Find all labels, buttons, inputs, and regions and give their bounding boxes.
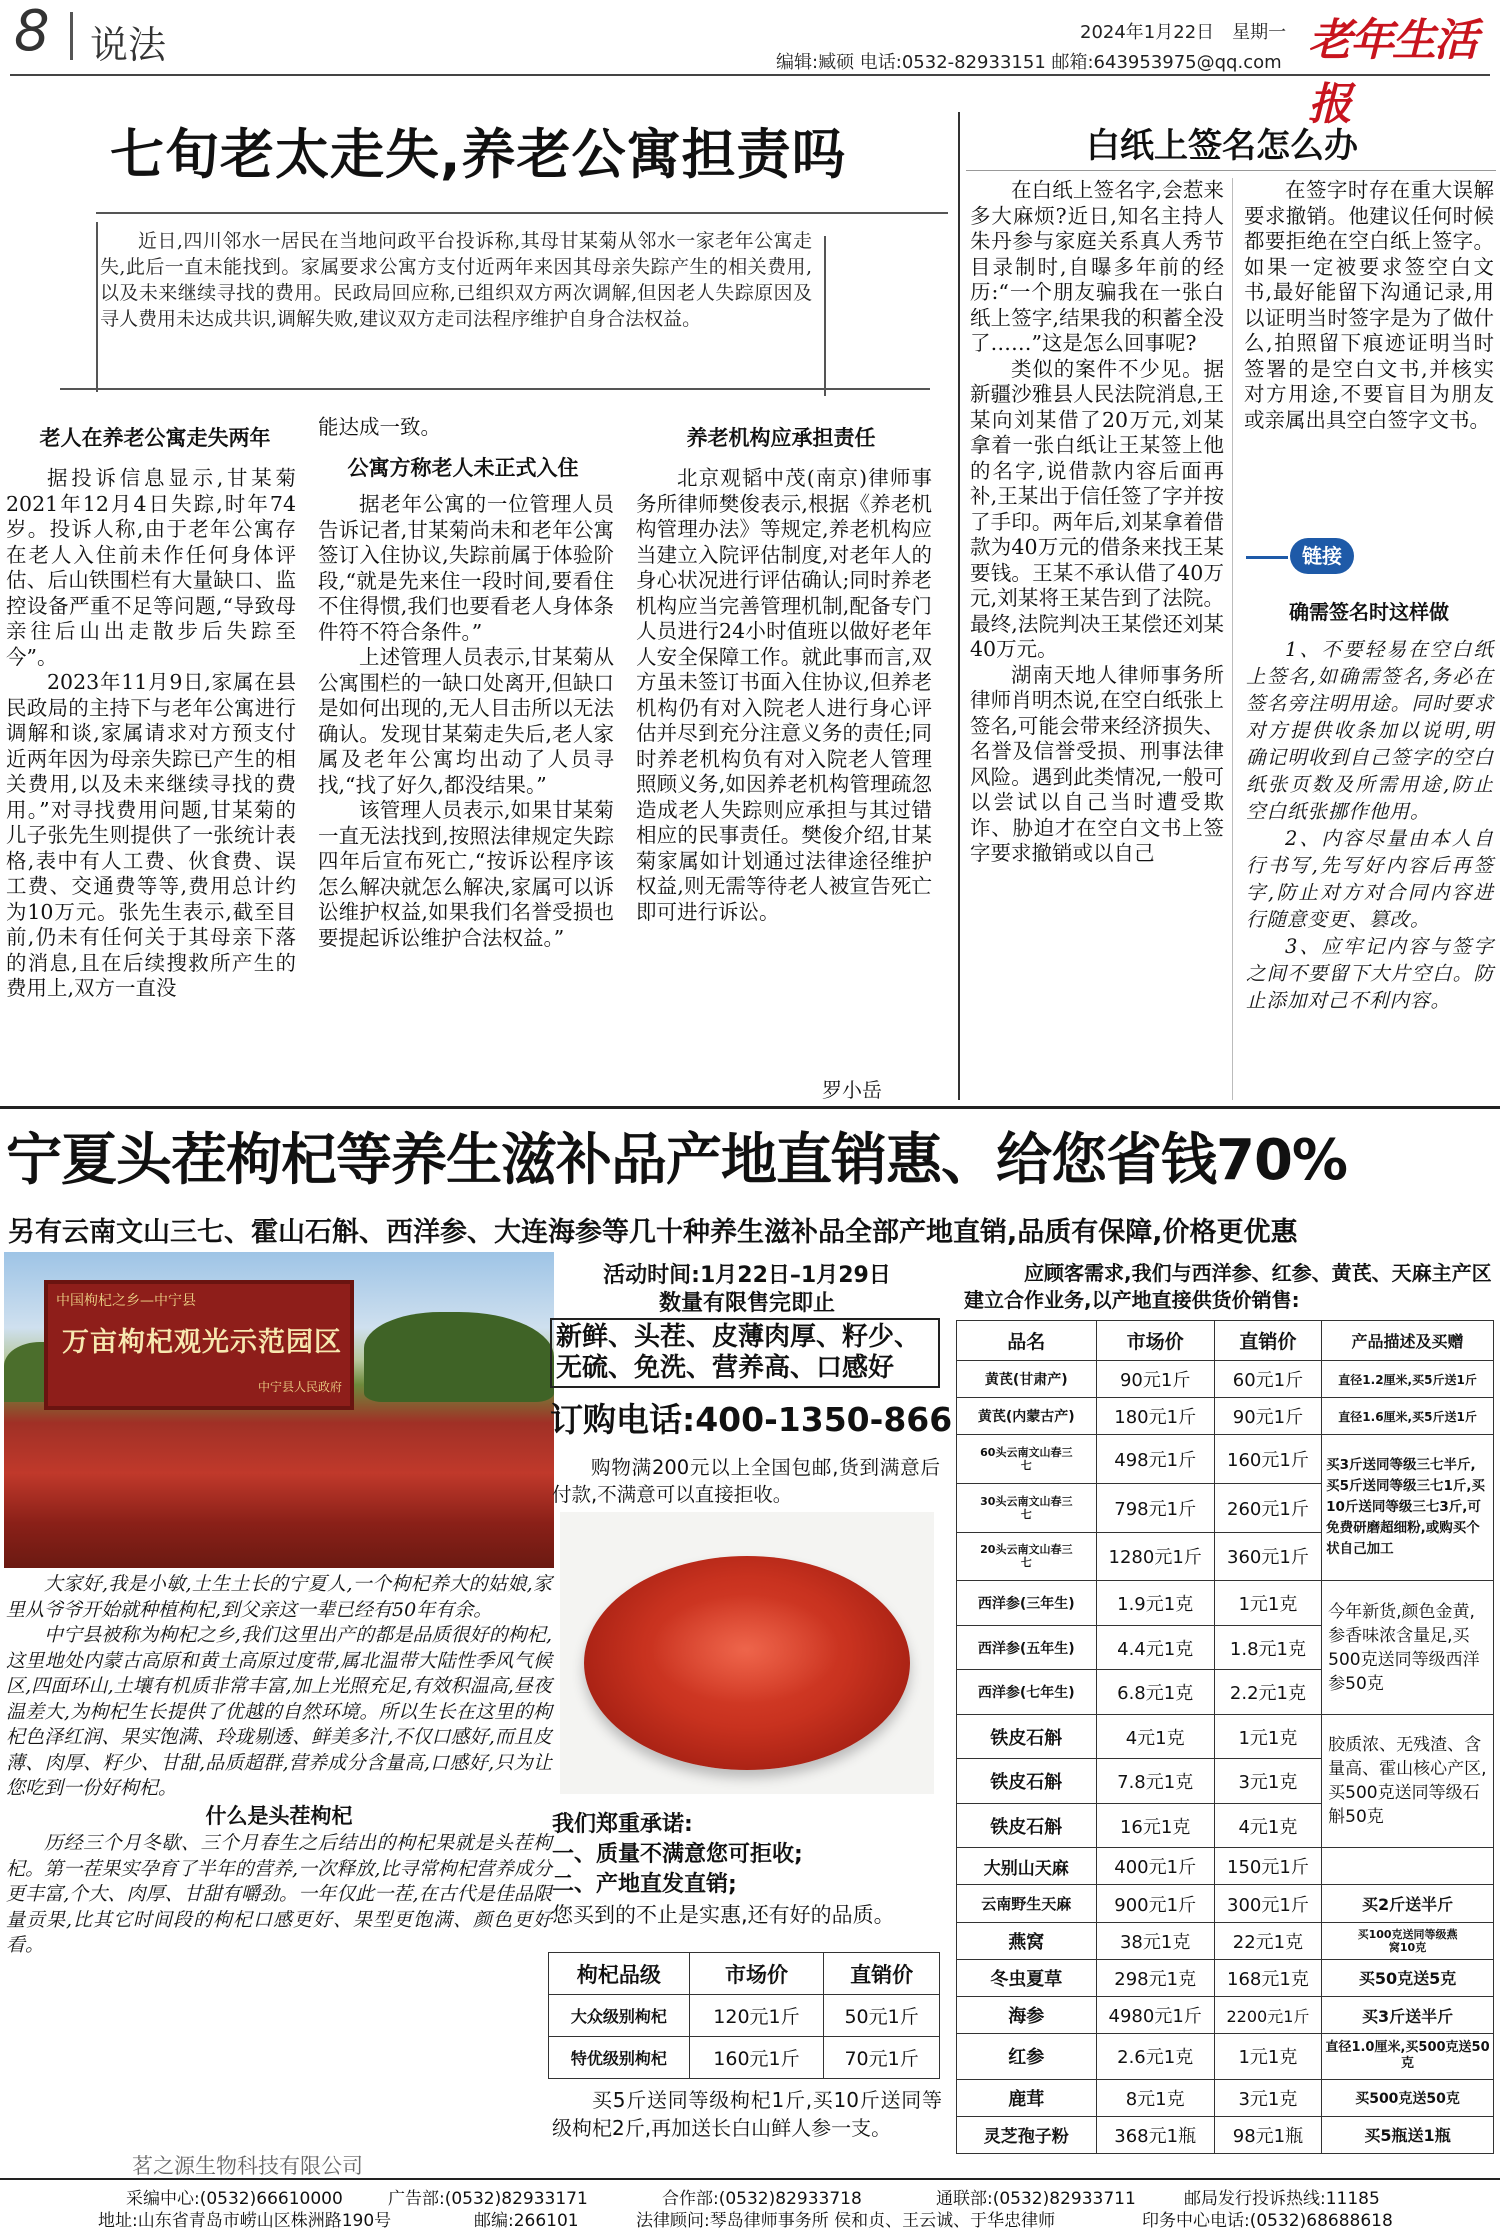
promise-title: 我们郑重承诺:: [552, 1812, 693, 1837]
story-para-3: 历经三个月冬歇、三个月春生之后结出的枸杞果就是头茬枸杞。第一茬果实孕育了半年的营养,一次释放,比寻常枸杞营养成分更丰富,个大、肉厚、甘甜有嚼劲。一年仅此一茬,在古代是佳品限量贡果,比其它时间段的枸杞口感更好、果型更饱满、颜色更好看。: [6, 1832, 552, 1956]
market-price: 2.6元1克: [1096, 2034, 1214, 2079]
product-note-xiyangshen: 今年新货,颜色金黄,参香味浓含量足,买500克送同等级西洋参50克: [1322, 1581, 1494, 1715]
masthead-logo: 老年生活报: [1308, 15, 1476, 130]
footer-coop-phone: 合作部:(0532)82933718: [662, 2189, 862, 2209]
side-para-2: 类似的案件不少见。据新疆沙雅县人民法院消息,王某向刘某借了20万元,刘某拿着一张白纸让王某签上他的名字,说借款内容后面再补,王某出于信任签了字并按了手印。两年后,刘某拿着借款为40万元的借条来找王某要钱。王某不承认借了40万元,刘某将王某告到了法院。最终,法院判决王某偿还刘某40万元。: [970, 356, 1224, 661]
direct-price: 150元1斤: [1214, 1848, 1321, 1885]
direct-price: 60元1斤: [1214, 1361, 1321, 1398]
product-name: 西洋参(五年生): [957, 1625, 1097, 1670]
direct-price: 300元1斤: [1214, 1885, 1321, 1922]
direct-price: 90元1斤: [1214, 1398, 1321, 1435]
market-price: 4.4元1克: [1096, 1625, 1214, 1670]
direct-price: 3元1克: [1214, 2079, 1321, 2116]
market-price: 298元1克: [1096, 1959, 1214, 1996]
issue-date: 2024年1月22日 星期一: [1080, 22, 1287, 43]
story-para-1: 大家好,我是小敏,土生土长的宁夏人,一个枸杞养大的姑娘,家里从爷爷开始就种植枸杞,到父亲这一辈已经有50年有余。: [6, 1573, 552, 1621]
product-note: 买500克送50克: [1322, 2079, 1494, 2116]
col2-para-1: 据老年公寓的一位管理人员告诉记者,甘某菊尚未和老年公寓签订入住协议,失踪前属于体验阶段,“就是先来住一段时间,要看住不住得惯,我们也要看老人身体条件符不符合条件。”: [318, 492, 614, 644]
col2-body: [318, 492, 614, 951]
side-para-4: 在签字时存在重大误解要求撤销。他建议任何时候都要拒绝在空白纸上签字。如果一定被要求签空白文书,最好能留下沟通记录,用以证明当时签字是为了做什么,拍照留下痕迹证明当时签署的是空白文书,并核实对方用途,不要盲目为朋友或亲属出具空白签字文书。: [1244, 178, 1494, 432]
ad-headline: 宁夏头茬枸杞等养生滋补品产地直销惠、给您省钱70%: [6, 1128, 1348, 1193]
product-name: 海参: [957, 1996, 1097, 2033]
product-name: 大别山天麻: [957, 1848, 1097, 1885]
col1-body: [6, 466, 296, 1002]
direct-price: 98元1瓶: [1214, 2116, 1321, 2153]
link-badge: 链接: [1290, 538, 1354, 574]
market-price: 8元1克: [1096, 2079, 1214, 2116]
product-note: 买100克送同等级燕窝10克: [1322, 1922, 1494, 1959]
col3-para-1: 北京观韬中茂(南京)律师事务所律师樊俊表示,根据《养老机构管理办法》等规定,养老机构应当建立入院评估制度,对老年人的身心状况进行评估确认;同时养老机构应当完善管理机制,配备专门人员进行24小时值班以做好老年人安全保障工作。就此事而言,双方虽未签订书面入住协议,但养老机构仍有对入院老人进行身心评估并尽到充分注意义务的责任;同时养老机构负有对入院老人管理照顾义务,如因养老机构管理疏忽造成老人失踪则应承担与其过错相应的民事责任。樊俊介绍,甘某菊家属如计划通过法律途径维护权益,则无需等待老人被宣告死亡即可进行诉讼。: [636, 466, 932, 924]
company-name: 茗之源生物科技有限公司: [132, 2154, 363, 2178]
page-number: 8: [14, 0, 50, 64]
promise-3: 您买到的不止是实惠,还有好的品质。: [552, 1903, 895, 1927]
promise-block: [552, 1810, 942, 1930]
promise-1: 一、质量不满意您可拒收;: [552, 1842, 803, 1867]
direct-price: 360元1斤: [1214, 1532, 1321, 1581]
side-para-1: 在白纸上签名字,会惹来多大麻烦?近日,知名主持人朱丹参与家庭关系真人秀节目录制时,自曝多年前的经历:“一个朋友骗我在一张白纸上签字,结果我的积蓄全没了……”这是怎么回事呢?: [970, 178, 1224, 355]
price-row: [957, 2116, 1494, 2153]
side-divider: [958, 112, 960, 1100]
col2-para-2: 上述管理人员表示,甘某菊从公寓围栏的一缺口处离开,但缺口是如何出现的,无人目击所以无法确认。发现甘某菊走失后,老人家属及老年公寓均出动了人员寻找,“找了好久,都没结果。”: [318, 645, 614, 797]
signboard-top-text: 中国枸杞之乡—中宁县: [56, 1293, 196, 1309]
product-name: 灵芝孢子粉: [957, 2116, 1097, 2153]
product-note: 直径1.0厘米,买500克送50克: [1322, 2034, 1494, 2079]
direct-price: 2200元1斤: [1214, 1996, 1321, 2033]
product-note: 直径1.2厘米,买5斤送1斤: [1322, 1361, 1494, 1398]
link-badge-line: [1246, 556, 1288, 559]
shipping-note: 购物满200元以上全国包邮,货到满意后付款,不满意可以直接拒收。: [552, 1456, 940, 1506]
gift-note: 买5斤送同等级枸杞1斤,买10斤送同等级枸杞2斤,再加送长白山鲜人参一支。: [552, 2088, 942, 2140]
product-name: 鹿茸: [957, 2079, 1097, 2116]
activity-time: 活动时间:1月22日–1月29日: [603, 1263, 891, 1288]
side-col-divider: [1232, 178, 1233, 1100]
market-price: 900元1斤: [1096, 1885, 1214, 1922]
footer-complaint-hotline: 邮局发行投诉热线:11185: [1184, 2189, 1380, 2209]
tip-2: 2、内容尽量由本人自行书写,先写好内容后再签字,防止对方对合同内容进行随意变更、篡改。: [1246, 827, 1494, 931]
direct-price: 1元1克: [1214, 1581, 1321, 1626]
direct-price: 1元1克: [1214, 2034, 1321, 2079]
product-name: 黄芪(内蒙古产): [957, 1398, 1097, 1435]
goji-direct-price: 50元1斤: [824, 1995, 940, 2037]
market-price: 180元1斤: [1096, 1398, 1214, 1435]
col3-subhead: 养老机构应承担责任: [686, 426, 876, 450]
lead-frame-line-right: [824, 236, 826, 396]
market-price: 6.8元1克: [1096, 1670, 1214, 1715]
col1-subhead: 老人在养老公寓走失两年: [39, 426, 271, 450]
market-price: 16元1克: [1096, 1803, 1214, 1848]
goji-bowl-photo: [560, 1512, 934, 1794]
market-price: 498元1斤: [1096, 1435, 1214, 1484]
market-price: 90元1斤: [1096, 1361, 1214, 1398]
market-price: 798元1斤: [1096, 1483, 1214, 1532]
ad-story: [6, 1572, 552, 1959]
product-name: 60头云南文山春三七: [957, 1435, 1097, 1484]
direct-price: 1元1克: [1214, 1714, 1321, 1759]
col2-subhead: 公寓方称老人未正式入住: [347, 456, 579, 480]
product-name: 冬虫夏草: [957, 1959, 1097, 1996]
article-lead: 近日,四川邻水一居民在当地问政平台投诉称,其母甘某菊从邻水一家老年公寓走失,此后一直未能找到。家属要求公寓方支付近两年来因其母亲失踪产生的相关费用,以及未来继续寻找的费用。民政局回应称,已组织双方两次调解,但因老人失踪原因及寻人费用未达成共识,调解失败,建议双方走司法程序维护自身合法权益。: [100, 230, 812, 330]
market-price: 4980元1斤: [1096, 1996, 1214, 2033]
price-row: [957, 2079, 1494, 2116]
goji-table-row: [549, 2037, 940, 2079]
product-note: 买3斤送半斤: [1322, 1996, 1494, 2033]
price-table-header: [957, 1321, 1494, 1361]
product-name: 20头云南文山春三七: [957, 1532, 1097, 1581]
side-headline-rule: [966, 170, 1496, 171]
product-note: 买50克送5克: [1322, 1959, 1494, 1996]
col2-para-3: 该管理人员表示,如果甘某菊一直无法找到,按照法律规定失踪四年后宣布死亡,“按诉讼程序该怎么解决就怎么解决,家属可以诉讼维护权益,如果我们名誉受损也要提起诉讼维护合法权益。”: [318, 798, 614, 950]
story-subhead: 什么是头茬枸杞: [205, 1803, 353, 1828]
tip-1: 1、不要轻易在空白纸上签名,如确需签名,务必在签名旁注明用途。同时要求对方提供收条加以说明,明确记明收到自己签字的空白纸张页数及所需用途,防止空白纸张挪作他用。: [1246, 638, 1494, 823]
footer-address: 地址:山东省青岛市崂山区株洲路190号: [98, 2211, 392, 2230]
section-title: 说法: [90, 23, 167, 67]
product-name: 西洋参(三年生): [957, 1581, 1097, 1626]
price-header-cell: 市场价: [1096, 1321, 1214, 1361]
story-para-2: 中宁县被称为枸杞之乡,我们这里出产的都是品质很好的枸杞,这里地处内蒙古高原和黄土高原过度带,属北温带大陆性季风气候区,四面环山,土壤有机质非常丰富,加上光照充足,有效积温高,昼夜温差大,为枸杞生长提供了优越的自然环境。所以生长在这里的枸杞色泽红润、果实饱满、玲珑剔透、鲜美多汁,不仅口感好,而且皮薄、肉厚、籽少、甘甜,品质超群,营养成分含量高,口感好,只为让您吃到一份好枸杞。: [6, 1624, 552, 1799]
goji-table-header: [549, 1953, 940, 1995]
col2-continuation: 能达成一致。: [318, 415, 441, 439]
col1-para-1: 据投诉信息显示,甘某菊2021年12月4日失踪,时年74岁。投诉人称,由于老年公寓存在老人入住前未作任何身体评估、后山铁围栏有大量缺口、监控设备严重不足等问题,“导致母亲往后山出走散步后失踪至今”。: [6, 466, 296, 669]
price-row: [957, 1398, 1494, 1435]
market-price: 38元1克: [1096, 1922, 1214, 1959]
market-price: 4元1克: [1096, 1714, 1214, 1759]
goji-farm-photo: [4, 1252, 554, 1568]
price-row: [957, 1885, 1494, 1922]
product-name: 铁皮石斛: [957, 1714, 1097, 1759]
editor-line: 编辑:臧硕 电话:0532-82933151 邮箱:643953975@qq.com: [776, 52, 1282, 73]
goji-market-price: 120元1斤: [689, 1995, 823, 2037]
price-header-cell: 产品描述及买赠: [1322, 1321, 1494, 1361]
side-col-a: [970, 178, 1224, 867]
side-col-b: [1244, 178, 1494, 433]
goji-table-row: [549, 1995, 940, 2037]
product-name: 铁皮石斛: [957, 1759, 1097, 1804]
product-note: 买5瓶送1瓶: [1322, 2116, 1494, 2153]
col1-para-2: 2023年11月9日,家属在县民政局的主持下与老年公寓进行调解和谈,家属请求对方预支付近两年因为母亲失踪已产生的相关费用,以及未来继续寻找的费用。”对寻找费用问题,甘某菊的儿子张先生则提供了一张统计表格,表中有人工费、伙食费、误工费、交通费等等,费用总计约为10万元。张先生表示,截至目前,仍未有任何关于其母亲下落的消息,且在后续搜救所产生的费用上,双方一直没: [6, 670, 296, 1000]
product-note: 买2斤送半斤: [1322, 1885, 1494, 1922]
market-price: 1.9元1克: [1096, 1581, 1214, 1626]
product-note-shihu: 胶质浓、无残渣、含量高、霍山核心产区,买500克送同等级石斛50克: [1322, 1714, 1494, 1848]
footer-liaison-phone: 通联部:(0532)82933711: [936, 2189, 1136, 2209]
price-row: [957, 1581, 1494, 1626]
goji-market-price: 160元1斤: [689, 2037, 823, 2079]
product-note-sanqi: 买3斤送同等级三七半斤,买5斤送同等级三七1斤,买10斤送同等级三七3斤,可免费研磨超细粉,或购买个状自己加工: [1322, 1435, 1494, 1581]
footer-line-2: [98, 2206, 1496, 2230]
goji-price-table: [548, 1952, 940, 2079]
lead-frame-line-top: [96, 212, 948, 214]
photo-tree: [364, 1312, 554, 1402]
product-note: 直径1.6厘米,买5斤送1斤: [1322, 1398, 1494, 1435]
tips-subhead: 确需签名时这样做: [1289, 600, 1449, 624]
price-row: [957, 1361, 1494, 1398]
footer-editorial-phone: 采编中心:(0532)66610000: [126, 2189, 343, 2209]
direct-price: 260元1斤: [1214, 1483, 1321, 1532]
direct-price: 22元1克: [1214, 1922, 1321, 1959]
cooperation-note: 应顾客需求,我们与西洋参、红参、黄芪、天麻主产区建立合作业务,以产地直接供货价销售:: [964, 1261, 1492, 1312]
ad-subhead: 另有云南文山三七、霍山石斛、西洋参、大连海参等几十种养生滋补品全部产地直销,品质有保障,价格更优惠: [8, 1217, 1298, 1248]
lead-frame-line-bottom: [60, 388, 930, 390]
price-row: [957, 1922, 1494, 1959]
price-row: [957, 1435, 1494, 1484]
product-name: 铁皮石斛: [957, 1803, 1097, 1848]
price-header-cell: 直销价: [1214, 1321, 1321, 1361]
direct-price: 160元1斤: [1214, 1435, 1321, 1484]
direct-price: 1.8元1克: [1214, 1625, 1321, 1670]
price-row: [957, 2034, 1494, 2079]
promise-2: 二、产地直发直销;: [552, 1872, 737, 1897]
footer-postcode: 邮编:266101: [474, 2211, 579, 2230]
price-row: [957, 1848, 1494, 1885]
direct-price: 168元1克: [1214, 1959, 1321, 1996]
product-price-table: [956, 1320, 1494, 2154]
goji-header-cell: 直销价: [824, 1953, 940, 1995]
market-price: 7.8元1克: [1096, 1759, 1214, 1804]
article-headline: 七旬老太走失,养老公寓担责吗: [110, 123, 847, 186]
market-price: 400元1斤: [1096, 1848, 1214, 1885]
signboard-bottom-text: 中宁县人民政府: [257, 1380, 342, 1394]
price-row: [957, 1959, 1494, 1996]
product-name: 云南野生天麻: [957, 1885, 1097, 1922]
product-name: 红参: [957, 2034, 1097, 2079]
product-name: 西洋参(七年生): [957, 1670, 1097, 1715]
goji-grade: 大众级别枸杞: [549, 1995, 690, 2037]
product-note: [1322, 1848, 1494, 1885]
lead-frame-line-left: [96, 222, 98, 392]
col3-body: [636, 466, 932, 925]
signboard-title: 万亩枸杞观光示范园区: [62, 1327, 342, 1358]
footer-print-center: 印务中心电话:(0532)68688618: [1142, 2211, 1393, 2230]
footer-ad-phone: 广告部:(0532)82933171: [388, 2189, 588, 2209]
price-row: [957, 1996, 1494, 2033]
side-headline: 白纸上签名怎么办: [1086, 126, 1358, 166]
article-author: 罗小岳: [822, 1078, 882, 1102]
header-divider-vertical: [70, 12, 73, 60]
tip-3: 3、应牢记内容与签字之间不要留下大片空白。防止添加对己不利内容。: [1246, 935, 1494, 1012]
market-price: 1280元1斤: [1096, 1532, 1214, 1581]
bowl-highlight: [650, 1594, 840, 1704]
price-header-cell: 品名: [957, 1321, 1097, 1361]
goji-grade: 特优级别枸杞: [549, 2037, 690, 2079]
tips-list: [1246, 636, 1494, 1014]
direct-price: 3元1克: [1214, 1759, 1321, 1804]
price-row: [957, 1714, 1494, 1759]
market-price: 368元1瓶: [1096, 2116, 1214, 2153]
footer-rule: [0, 2178, 1500, 2180]
direct-price: 2.2元1克: [1214, 1670, 1321, 1715]
side-para-3: 湖南天地人律师事务所律师肖明杰说,在空白纸张上签名,可能会带来经济损失、名誉及信誉受损、刑事法律风险。遇到此类情况,一般可以尝试以自己当时遭受欺诈、胁迫才在空白文书上签字要求撤销或以自己: [970, 662, 1224, 865]
order-phone: 订购电话:400-1350-866: [550, 1400, 953, 1439]
product-name: 黄芪(甘肃产): [957, 1361, 1097, 1398]
header-rule: [10, 74, 1490, 76]
feature-box: 新鲜、头茬、皮薄肉厚、籽少、无硫、免洗、营养高、口感好: [550, 1318, 940, 1388]
goji-header-cell: 市场价: [689, 1953, 823, 1995]
direct-price: 4元1克: [1214, 1803, 1321, 1848]
product-name: 燕窝: [957, 1922, 1097, 1959]
goji-header-cell: 枸杞品级: [549, 1953, 690, 1995]
product-name: 30头云南文山春三七: [957, 1483, 1097, 1532]
limited-notice: 数量有限售完即止: [658, 1291, 835, 1316]
article-bottom-rule: [0, 1106, 1500, 1109]
goji-direct-price: 70元1斤: [824, 2037, 940, 2079]
footer-legal-counsel: 法律顾问:琴岛律师事务所 侯和贞、王云诚、于华忠律师: [636, 2211, 1056, 2230]
